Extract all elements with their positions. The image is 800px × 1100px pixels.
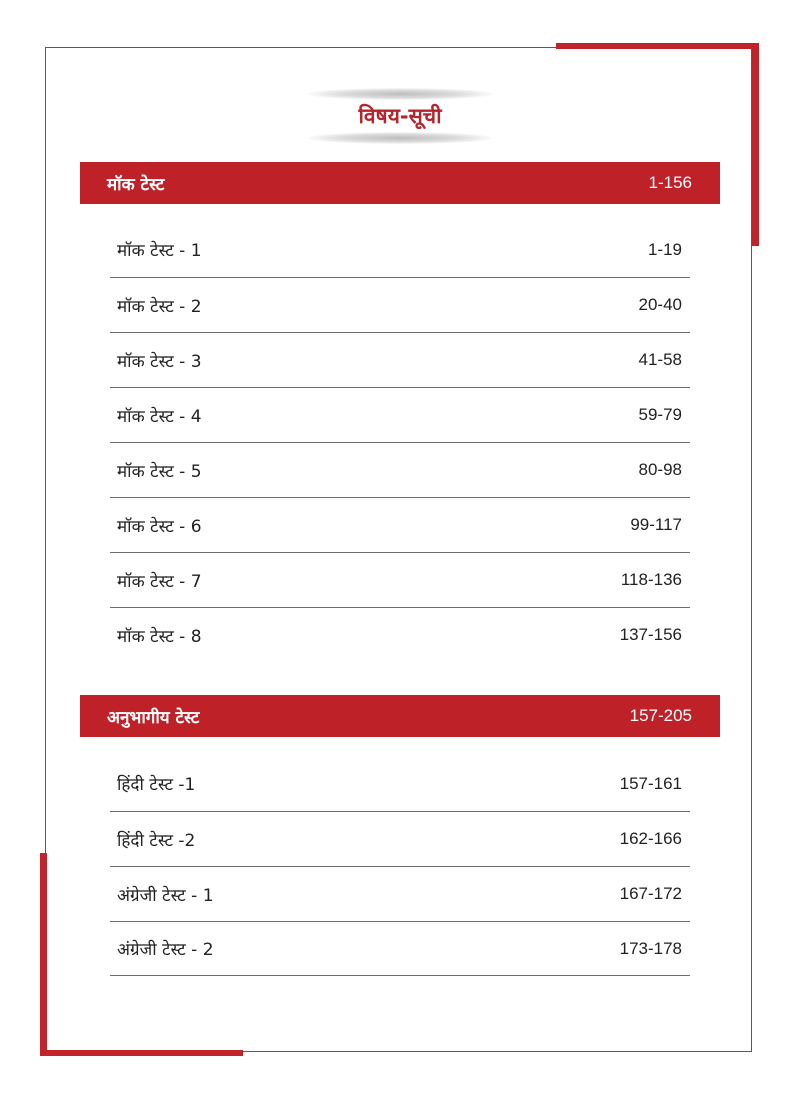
item-label: मॉक टेस्ट - 6 [117, 516, 202, 537]
item-label: मॉक टेस्ट - 1 [117, 241, 202, 261]
list-item[interactable] [110, 811, 690, 866]
section-header-sectional-tests[interactable] [80, 695, 720, 737]
item-label: मॉक टेस्ट - 4 [117, 406, 202, 427]
mock-test-list [110, 222, 690, 662]
section-page-range: 1-156 [648, 173, 692, 192]
item-label: हिंदी टेस्ट -1 [117, 775, 196, 795]
item-label: हिंदी टेस्ट -2 [117, 830, 196, 851]
corner-accent-top-right-vertical [752, 43, 759, 246]
item-page-range: 118-136 [620, 570, 682, 589]
section-header-mock-tests[interactable] [80, 162, 720, 204]
section-heading: मॉक टेस्ट [107, 174, 165, 195]
list-item[interactable] [110, 387, 690, 442]
item-page-range: 137-156 [619, 625, 682, 644]
item-label: मॉक टेस्ट - 8 [117, 626, 202, 647]
item-page-range: 1-19 [647, 239, 682, 259]
corner-accent-bottom-left [40, 1050, 243, 1056]
item-page-range: 80-98 [638, 460, 682, 479]
section-heading: अनुभागीय टेस्ट [107, 707, 200, 728]
item-page-range: 41-58 [638, 350, 682, 369]
list-item[interactable] [110, 442, 690, 497]
list-item[interactable] [110, 607, 690, 662]
item-page-range: 167-172 [619, 884, 682, 903]
list-item[interactable] [110, 497, 690, 552]
item-page-range: 99-117 [630, 515, 682, 534]
sectional-test-list [110, 756, 690, 976]
title-swoosh-bottom [308, 132, 492, 144]
item-label: मॉक टेस्ट - 7 [117, 571, 202, 592]
page-title: विषय-सूची [358, 104, 442, 128]
item-label: मॉक टेस्ट - 5 [117, 461, 202, 482]
item-page-range: 20-40 [638, 295, 682, 314]
list-item[interactable] [110, 756, 690, 811]
list-item[interactable] [110, 332, 690, 387]
item-page-range: 59-79 [638, 405, 682, 424]
item-page-range: 173-178 [619, 938, 682, 958]
corner-accent-top-right [556, 43, 759, 49]
corner-accent-bottom-left-vertical [40, 853, 47, 1056]
list-item[interactable] [110, 222, 690, 277]
title-swoosh-top [308, 88, 492, 100]
list-item[interactable] [110, 866, 690, 921]
page-title-block [308, 88, 492, 144]
list-item[interactable] [110, 277, 690, 332]
item-label: मॉक टेस्ट - 3 [117, 351, 202, 372]
list-item[interactable] [110, 552, 690, 607]
list-item[interactable] [110, 921, 690, 976]
section-page-range: 157-205 [629, 706, 692, 725]
item-label: अंग्रेजी टेस्ट - 1 [117, 885, 214, 906]
item-page-range: 162-166 [619, 829, 682, 848]
item-label: अंग्रेजी टेस्ट - 2 [117, 940, 214, 960]
item-page-range: 157-161 [619, 773, 682, 793]
item-label: मॉक टेस्ट - 2 [117, 296, 202, 317]
